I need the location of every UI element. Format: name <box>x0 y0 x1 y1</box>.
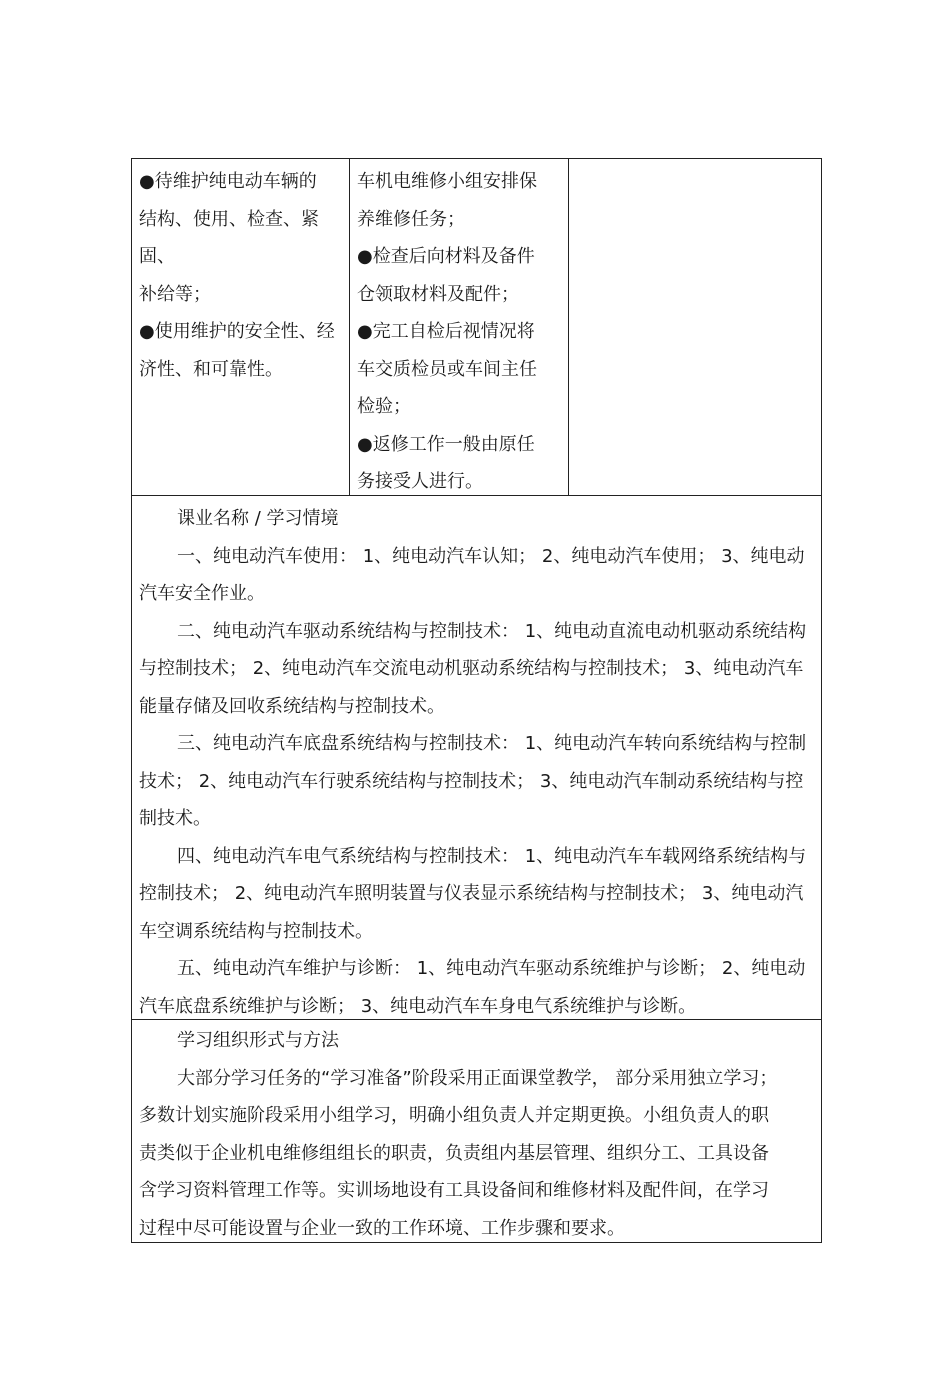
cell-line: ●检查后向材料及备件 <box>357 246 535 267</box>
cell-line: 养维修任务； <box>357 208 465 230</box>
workflow-cell <box>350 159 569 495</box>
cell-line: ●完工自检后视情况将 <box>357 321 535 342</box>
cell-line: 仓领取材料及配件； <box>357 283 519 305</box>
text-line: 多数计划实施阶段采用小组学习，明确小组负责人并定期更换。小组负责人的职 <box>139 1105 769 1126</box>
cell-line: 济性、和可靠性。 <box>139 358 283 380</box>
course-paragraph: 二、纯电动汽车驱动系统结构与控制技术： 1、纯电动直流电动机驱动系统结构与控制技术； 2、纯电动汽车交流电动机驱动系统结构与控制技术； 3、纯电动汽车能量存储及回收系统结构与控制技术。 <box>139 620 807 717</box>
section-heading: 课业名称 / 学习情境 <box>177 508 339 529</box>
text-line: 含学习资料管理工作等。实训场地设有工具设备间和维修材料及配件间，在学习 <box>139 1180 769 1201</box>
section-heading: 学习组织形式与方法 <box>177 1030 339 1051</box>
cell-line: 检验； <box>357 396 411 417</box>
text-line: 大部分学习任务的“学习准备”阶段采用正面课堂教学， 部分采用独立学习； <box>177 1067 778 1089</box>
cell-line: 补给等； <box>139 283 211 305</box>
cell-line: 车交质检员或车间主任 <box>357 358 537 380</box>
text-line: 责类似于企业机电维修组组长的职责，负责组内基层管理、组织分工、工具设备 <box>139 1142 769 1164</box>
organization-section <box>132 1020 821 1242</box>
cell-line: 车机电维修小组安排保 <box>357 171 537 192</box>
cell-line: 结构、使用、检查、紧固、 <box>139 208 319 267</box>
course-table <box>131 158 822 1243</box>
course-paragraph: 五、纯电动汽车维护与诊断： 1、纯电动汽车驱动系统维护与诊断； 2、纯电动汽车底盘系统维护与诊断； 3、纯电动汽车车身电气系统维护与诊断。 <box>139 958 806 1017</box>
cell-line: ●使用维护的安全性、经 <box>139 321 335 342</box>
text-line: 过程中尽可能设置与企业一致的工作环境、工作步骤和要求。 <box>139 1217 625 1239</box>
course-list-section <box>132 496 821 1020</box>
task-row <box>132 159 821 496</box>
course-paragraph: 四、纯电动汽车电气系统结构与控制技术： 1、纯电动汽车车载网络系统结构与控制技术； 2、纯电动汽车照明装置与仪表显示系统结构与控制技术； 3、纯电动汽车空调系统结构与控制技术。 <box>139 845 807 942</box>
cell-line: 务接受人进行。 <box>357 471 483 492</box>
empty-cell <box>569 159 821 495</box>
cell-line: ●返修工作一般由原任 <box>357 433 535 455</box>
maintenance-content-cell <box>132 159 350 495</box>
course-paragraph: 一、纯电动汽车使用： 1、纯电动汽车认知； 2、纯电动汽车使用； 3、纯电动汽车安全作业。 <box>139 545 805 604</box>
cell-line: ●待维护纯电动车辆的 <box>139 171 317 192</box>
course-paragraph: 三、纯电动汽车底盘系统结构与控制技术： 1、纯电动汽车转向系统结构与控制技术； 2、纯电动汽车行驶系统结构与控制技术； 3、纯电动汽车制动系统结构与控制技术。 <box>139 733 807 829</box>
